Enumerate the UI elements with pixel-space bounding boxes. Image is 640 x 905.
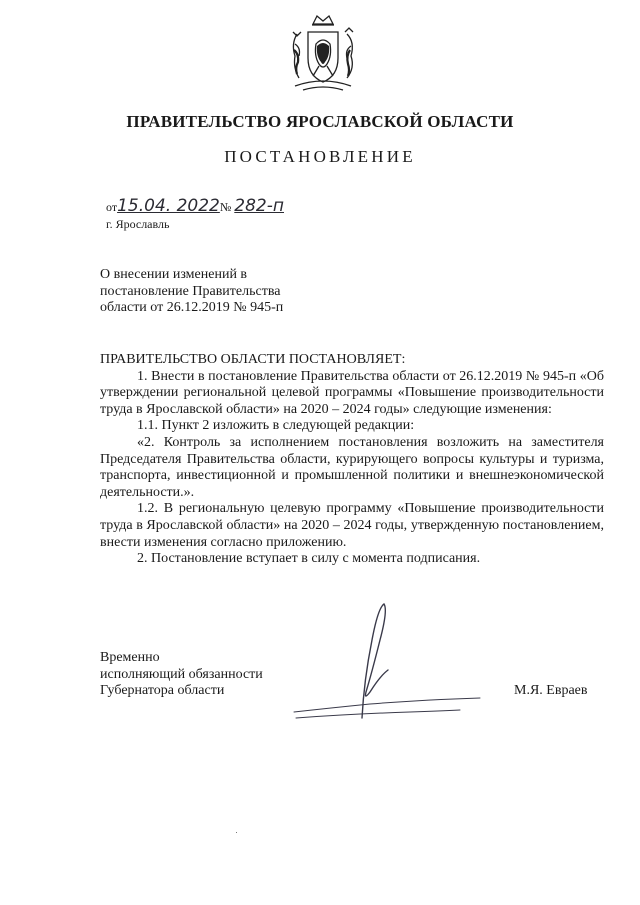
document-type: ПОСТАНОВЛЕНИЕ bbox=[224, 147, 416, 166]
resolution-body bbox=[100, 352, 604, 568]
paragraph-1-1: 1.1. Пункт 2 изложить в следующей редакции: bbox=[137, 418, 415, 434]
government-title: ПРАВИТЕЛЬСТВО ЯРОСЛАВСКОЙ ОБЛАСТИ bbox=[126, 112, 514, 131]
city: г. Ярославль bbox=[106, 217, 170, 231]
handwritten-date: 15.04. 2022 bbox=[117, 196, 220, 216]
date-number-line bbox=[106, 196, 284, 216]
signer-line: Временно bbox=[100, 650, 160, 665]
resolution-heading: ПРАВИТЕЛЬСТВО ОБЛАСТИ ПОСТАНОВЛЯЕТ: bbox=[100, 352, 406, 367]
subject-line: постановление Правительства bbox=[100, 283, 281, 299]
paragraph-1: 1. Внести в постановление Правительства области от 26.12.2019 № 945-п «Об утверждении региональной целевой программы «Повышение производительности труда в Ярославской области» на 2020 – 2024 годы» следующие изменения: bbox=[100, 368, 604, 417]
subject-line: О внесении изменений в bbox=[100, 267, 248, 282]
paragraph-1-2: 1.2. В региональную целевую программу «Повышение производительности труда в Ярославской области» на 2020 – 2024 годы, утвержденную постановлением, внести изменения согласно приложению. bbox=[100, 501, 604, 550]
paragraph-2: 2. Постановление вступает в силу с момента подписания. bbox=[137, 551, 481, 567]
signer-position bbox=[100, 650, 263, 700]
signer-line: Губернатора области bbox=[100, 683, 225, 698]
signer-name: М.Я. Евраев bbox=[514, 683, 588, 698]
handwritten-number: 282-п bbox=[234, 196, 284, 216]
signer-line: исполняющий обязанности bbox=[100, 666, 263, 682]
date-prefix: от bbox=[106, 200, 118, 214]
subject-line: области от 26.12.2019 № 945-п bbox=[100, 300, 284, 315]
scan-speck bbox=[236, 832, 237, 833]
number-prefix: № bbox=[219, 200, 232, 214]
document-subject bbox=[100, 267, 283, 317]
coat-of-arms-emblem bbox=[283, 14, 363, 94]
handwritten-signature bbox=[290, 600, 490, 730]
paragraph-1-1-quote: «2. Контроль за исполнением постановления возложить на заместителя Председателя Правительства области, курирующего вопросы культуры и туризма, транспорта, инвестиционной и промышленной политики и внешнеэкономической деятельности.». bbox=[100, 434, 604, 500]
